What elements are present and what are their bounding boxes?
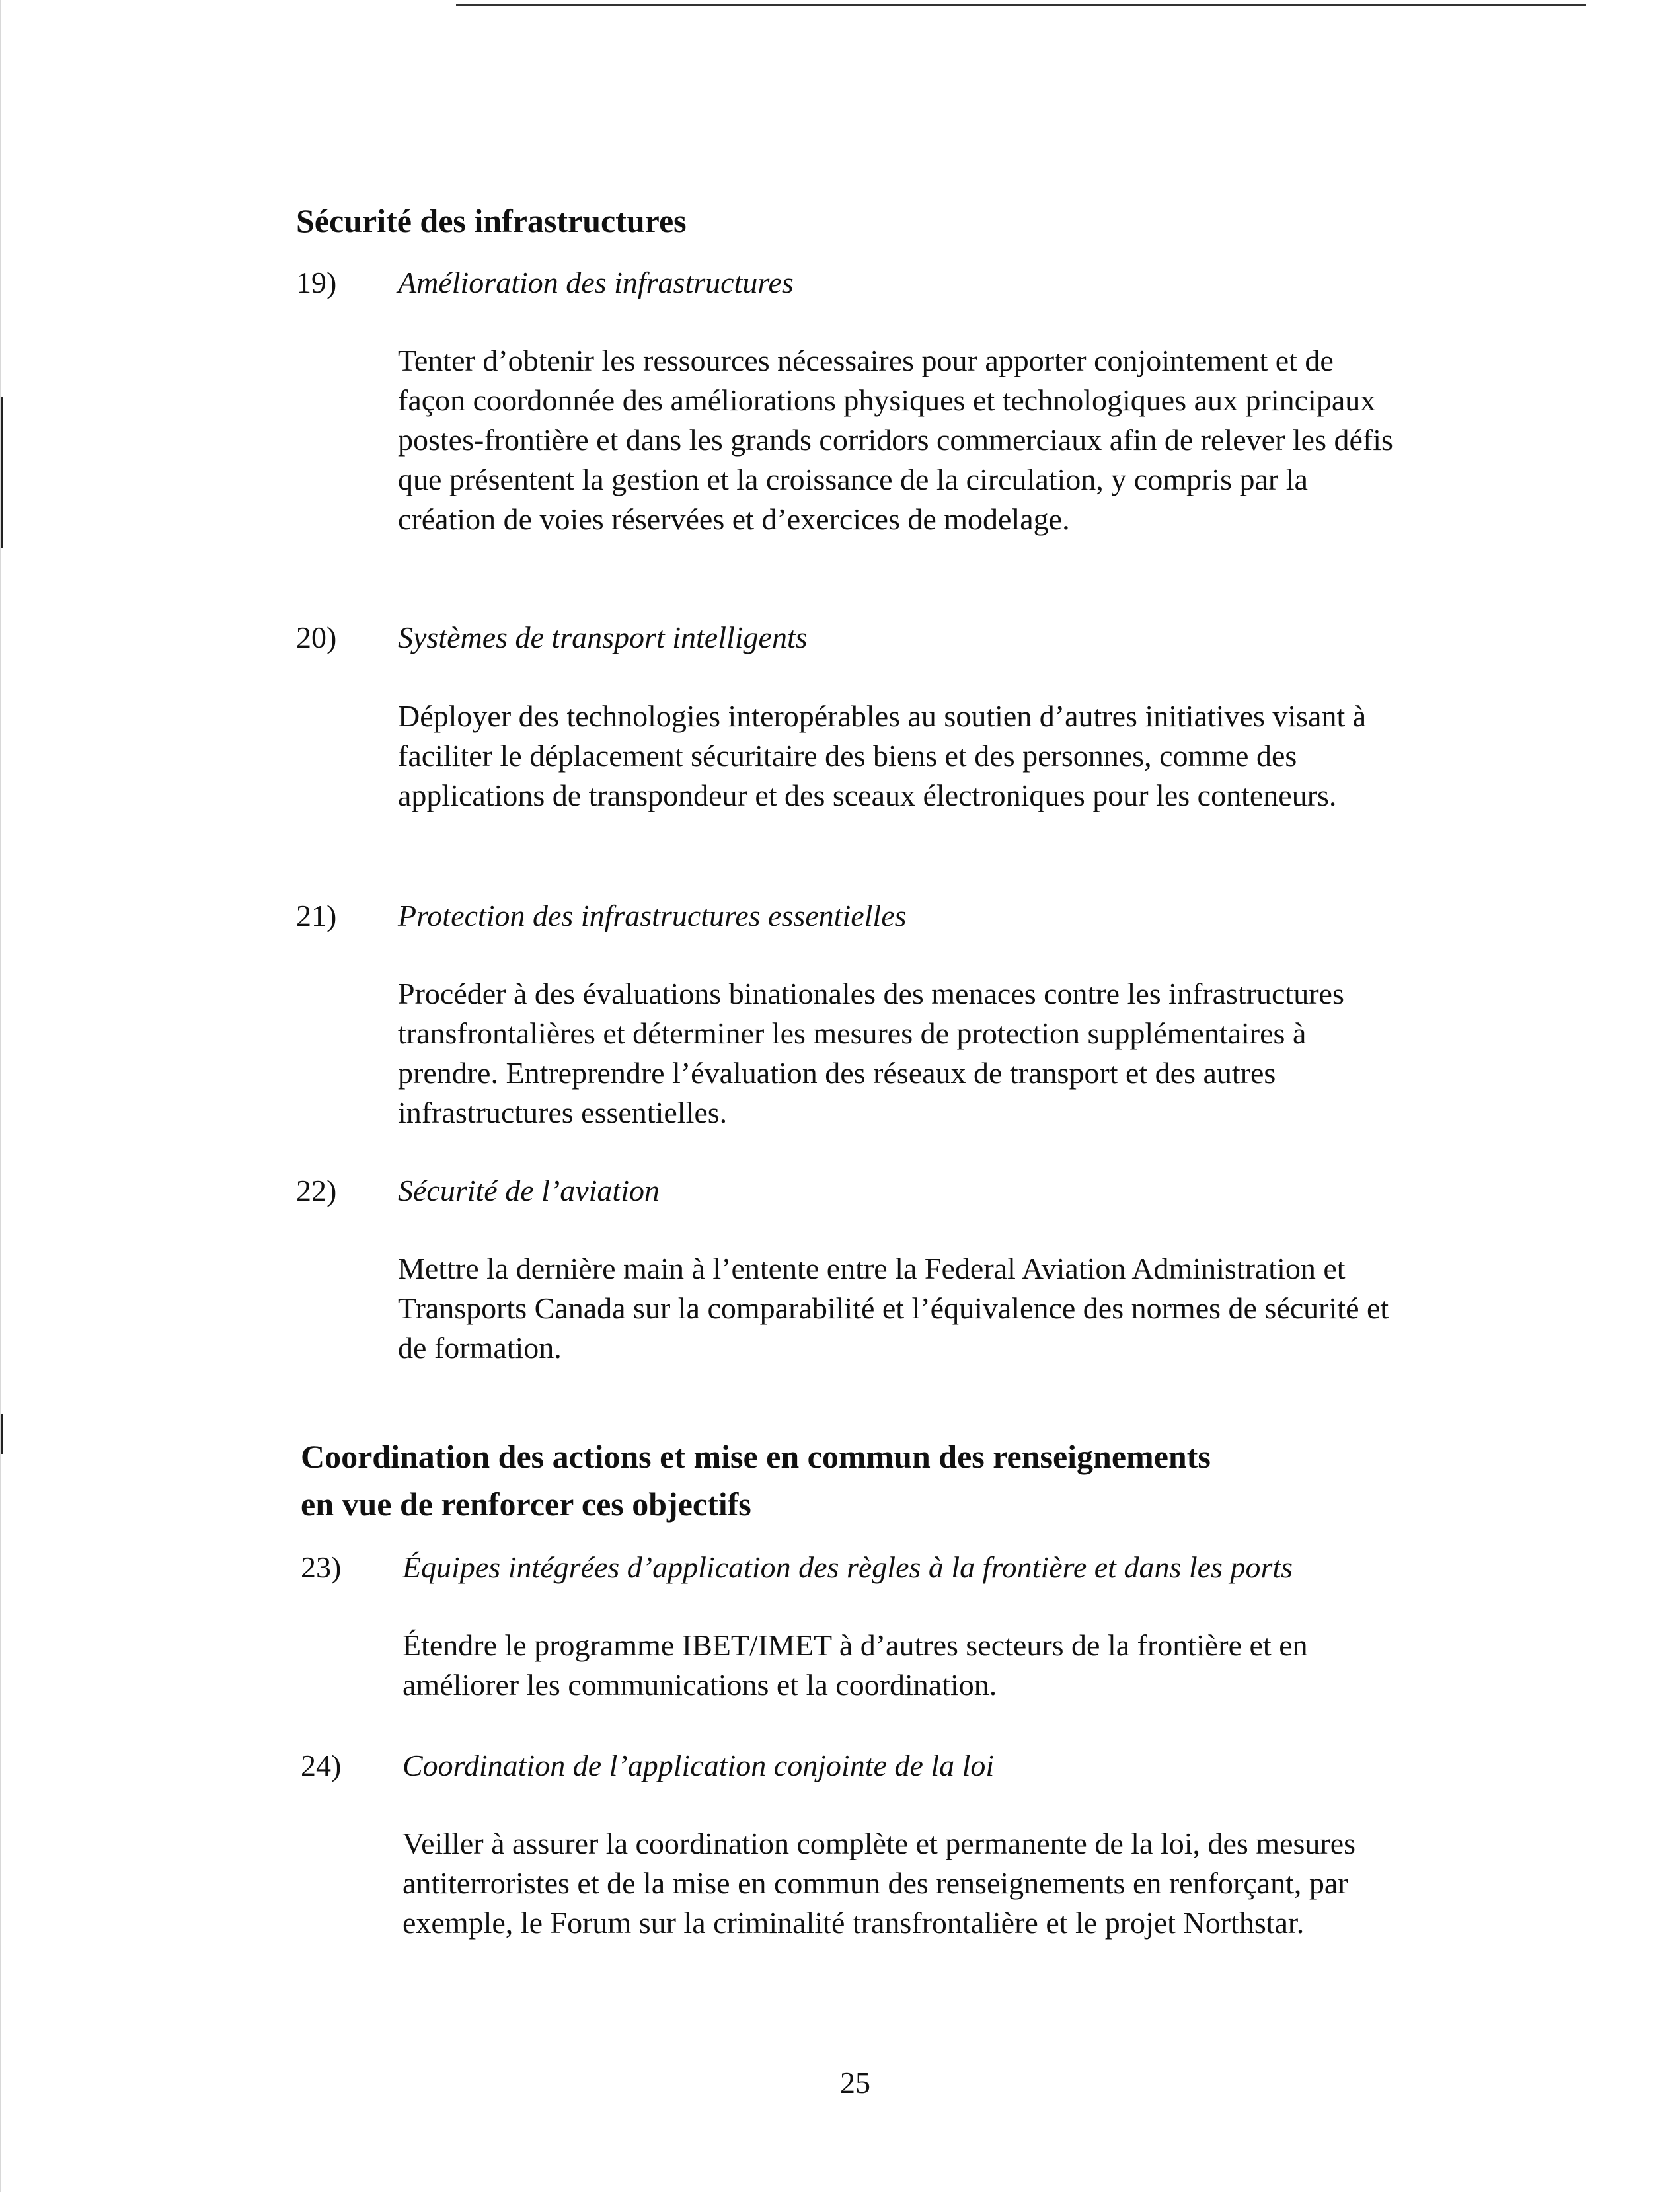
item-number: 20) (296, 621, 337, 654)
item-body: Étendre le programme IBET/IMET à d’autres secteurs de la frontière et en améliorer les communications et la coordination. (402, 1628, 1308, 1702)
scan-edge-mark (1, 1414, 3, 1454)
item-number: 23) (301, 1550, 342, 1584)
item-title: Systèmes de transport intelligents (398, 621, 808, 654)
page-number: 25 (840, 2066, 870, 2099)
item-body: Tenter d’obtenir les ressources nécessaires pour apporter conjointement et de façon coordonnée des améliorations physiques et technologiques aux principaux postes-frontière et dans les grands corridors commerciaux afin de relever les défis que présentent la gestion et la croissance de la circulation, y compris par la création de voies réservées et d’exercices de modelage. (398, 344, 1393, 536)
item-number: 24) (301, 1749, 342, 1782)
item-title: Équipes intégrées d’application des règles à la frontière et dans les ports (402, 1550, 1293, 1584)
item-title: Amélioration des infrastructures (398, 266, 794, 299)
item-number: 22) (296, 1174, 337, 1207)
item-body: Veiller à assurer la coordination complète et permanente de la loi, des mesures antiterroristes et de la mise en commun des renseignements en renforçant, par exemple, le Forum sur la criminalité transfrontalière et le projet Northstar. (402, 1827, 1356, 1940)
item-body: Mettre la dernière main à l’entente entre la Federal Aviation Administration et Transports Canada sur la comparabilité et l’équivalence des normes de sécurité et de formation. (398, 1252, 1389, 1365)
item-number: 21) (296, 899, 337, 932)
item-title: Coordination de l’application conjointe de la loi (402, 1749, 995, 1782)
item-number: 19) (296, 266, 337, 299)
item-title: Sécurité de l’aviation (398, 1174, 660, 1207)
item-body: Déployer des technologies interopérables au soutien d’autres initiatives visant à faciliter le déplacement sécuritaire des biens et des personnes, comme des applications de transpondeur et des sceaux électroniques pour les conteneurs. (398, 699, 1367, 812)
section-heading: Sécurité des infrastructures (296, 202, 687, 239)
top-rule (456, 4, 1586, 6)
scan-edge (0, 0, 1, 2192)
section-heading-line2: en vue de renforcer ces objectifs (301, 1486, 751, 1523)
section-heading: Coordination des actions et mise en commun des renseignements (301, 1438, 1211, 1475)
scan-edge-mark (1, 397, 3, 548)
item-title: Protection des infrastructures essentielles (398, 899, 907, 932)
item-body: Procéder à des évaluations binationales des menaces contre les infrastructures transfrontalières et déterminer les mesures de protection supplémentaires à prendre. Entreprendre l’évaluation des réseaux de transport et des autres infrastructures essentielles. (398, 977, 1344, 1129)
